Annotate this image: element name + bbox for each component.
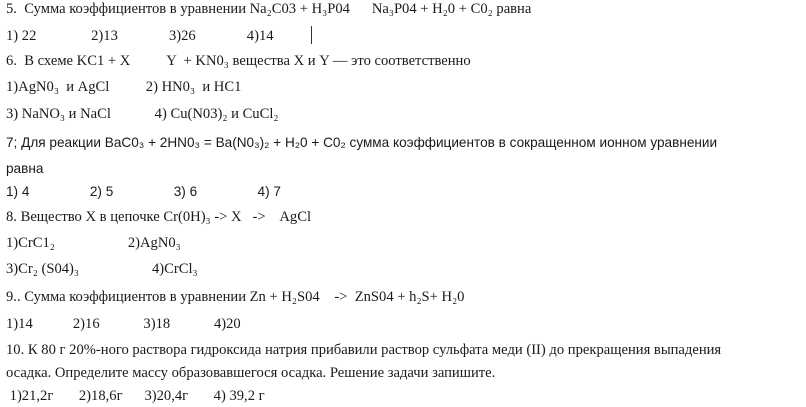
question-10-text: 10. К 80 г 20%-ного раствора гидроксида натрия прибавили раствор сульфата меди (II) до прекращения выпадения bbox=[6, 342, 722, 358]
question-9-text: 9.. Сумма коэффициентов в уравнении Zn + H₂S04 -> ZnS04 + h₂S+ H₂0 bbox=[6, 289, 465, 305]
question-7-options: 1) 4 2) 5 3) 6 4) 7 bbox=[6, 184, 281, 199]
question-7-text-cont: равна bbox=[6, 161, 44, 176]
question-5-text: 5. Сумма коэффициентов в уравнении Na₂C03 + H₃P04 Na₃P04 + H₂0 + C0₂ равна bbox=[6, 1, 532, 17]
question-6-text: 6. В схеме KC1 + X Y + KN0₃ вещества X и Y — это соответственно bbox=[6, 53, 471, 69]
question-8-text: 8. Вещество X в цепочке Cr(0H)₃ -> X -> AgCl bbox=[6, 209, 312, 225]
question-8-options-b: 3)Cr₂ (S04)₃ 4)CrCl₃ bbox=[6, 261, 198, 277]
question-9-options: 1)14 2)16 3)18 4)20 bbox=[6, 316, 241, 332]
text-cursor bbox=[311, 26, 312, 44]
question-10-text-cont: осадка. Определите массу образовавшегося осадка. Решение задачи запишите. bbox=[6, 365, 496, 381]
question-6-options-a: 1)AgN0₃ и AgCl 2) HN0₃ и HC1 bbox=[6, 79, 242, 95]
question-8-options-a: 1)CrC1₂ 2)AgN0₃ bbox=[6, 235, 181, 251]
question-7-text: 7; Для реакции BaC0₃ + 2HN0₃ = Ba(N0₃)₂ + H₂0 + C0₂ сумма коэффициентов в сокращенном ионном уравнении bbox=[6, 135, 718, 150]
question-5-options: 1) 22 2)13 3)26 4)14 bbox=[6, 28, 274, 44]
question-6-options-b: 3) NaNO₃ и NaCl 4) Cu(N03)₂ и CuCl₂ bbox=[6, 106, 279, 122]
question-10-options: 1)21,2г 2)18,6г 3)20,4г 4) 39,2 г bbox=[6, 388, 265, 404]
